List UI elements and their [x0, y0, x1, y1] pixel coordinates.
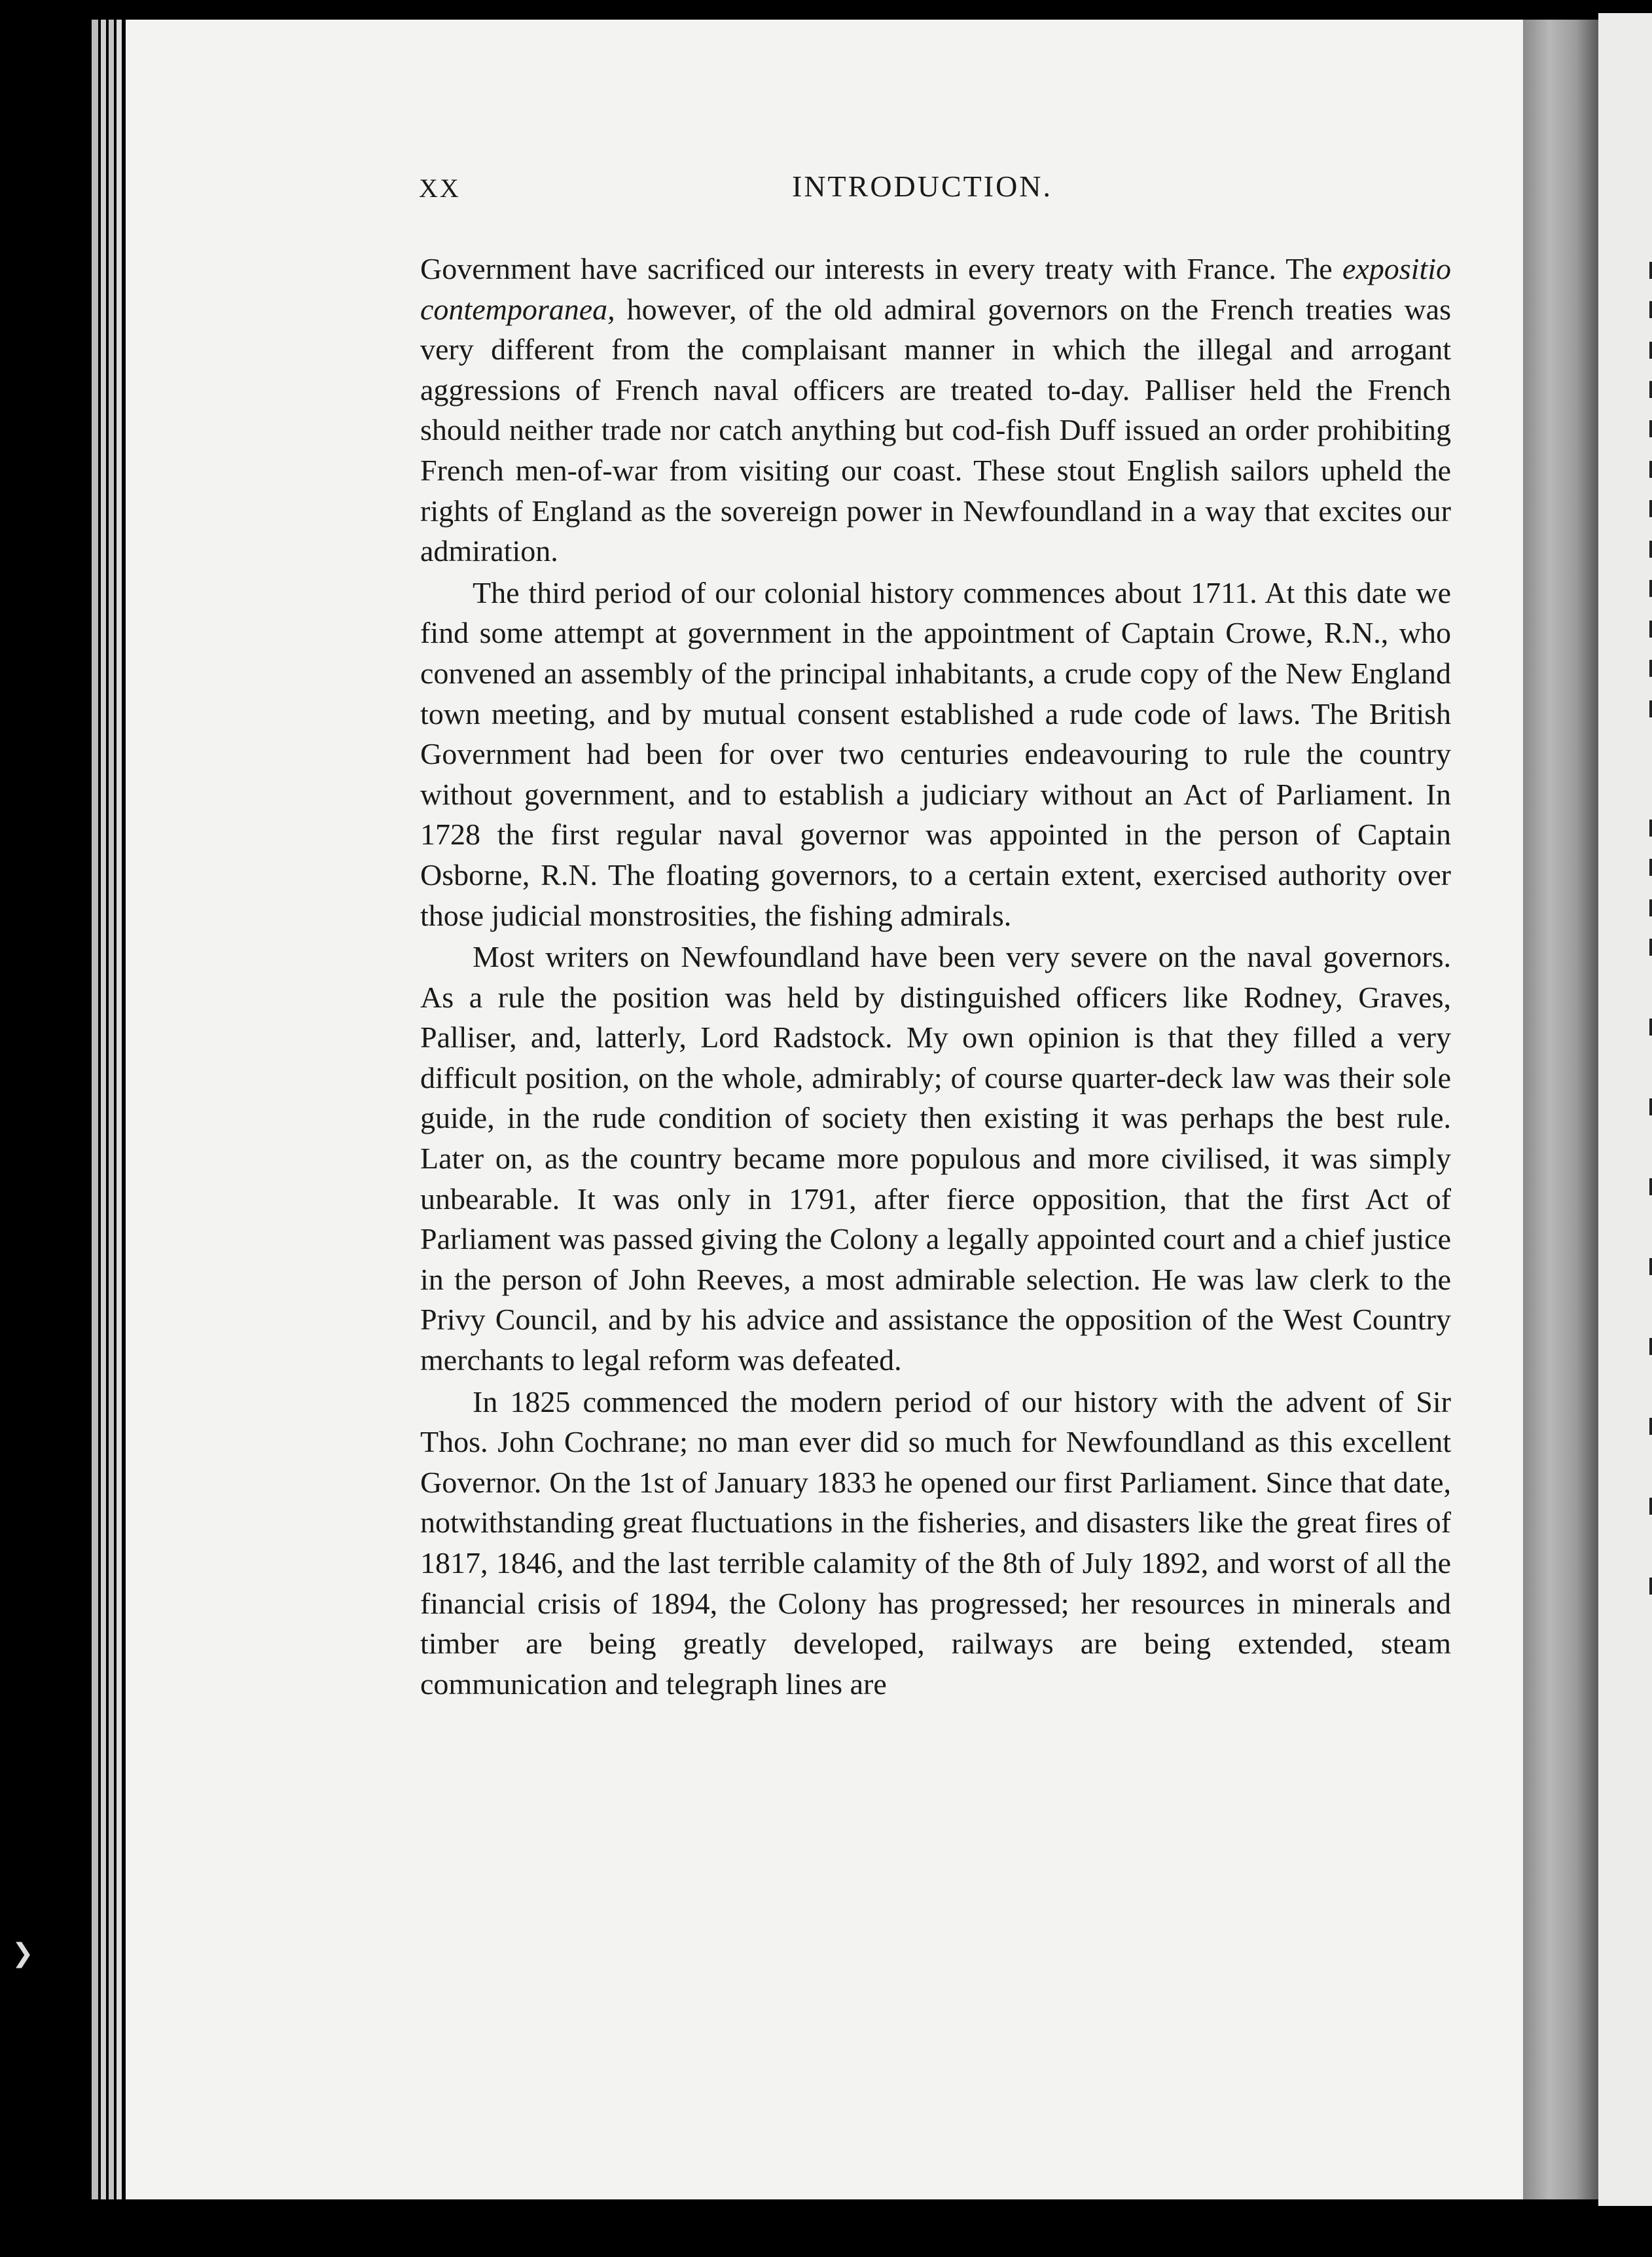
page-header: [419, 170, 1453, 219]
italic-phrase: expositio contemporanea,: [420, 252, 1451, 326]
paragraph: [420, 249, 1451, 571]
page-number: XX: [419, 173, 461, 203]
facing-page-text-fragment: [1649, 541, 1652, 558]
facing-page-text-fragment: [1649, 500, 1652, 517]
facing-page-text-fragment: [1649, 1338, 1652, 1355]
facing-page-text-fragment: [1649, 420, 1652, 437]
facing-page-text-fragment: [1649, 700, 1652, 717]
facing-page-text-fragment: [1649, 859, 1652, 876]
facing-page-text-fragment: [1649, 461, 1652, 478]
facing-page-text-fragment: [1649, 899, 1652, 916]
facing-page-edge: [1598, 13, 1652, 2206]
paragraph: Most writers on Newfoundland have been very severe on the naval governors. As a rule the position was held by distinguished officers like Rodney, Graves, Palliser, and, latterly, Lord Radstock. My own opinion is that they filled a very difficult position, on the whole, admirably; of course quarter-deck law was their sole guide, in the rude condition of society then existing it was perhaps the best rule. Later on, as the country became more populous and more civilised, it was simply unbearable. It was only in 1791, after fierce opposition, that the first Act of Parliament was passed giving the Colony a legally appointed court and a chief justice in the person of John Reeves, a most admirable selection. He was law clerk to the Privy Council, and by his advice and assistance the opposition of the West Country merchants to legal reform was defeated.: [420, 940, 1451, 1377]
facing-page-text-fragment: [1649, 660, 1652, 677]
paragraph-text: however, of the old admiral governors on the French treaties was very different from the complaisant manner in which the illegal and arrogant aggressions of French naval officers are treated to-day. Palliser held the French should neither trade nor catch anything but cod-fish Duff issued an order prohibiting French men-of-war from visiting our coast. These stout English sailors upheld the rights of England as the sovereign power in Newfoundland in a way that excites our admiration.: [420, 292, 1451, 568]
facing-page-text-fragment: [1649, 301, 1652, 318]
facing-page-text-fragment: [1649, 262, 1652, 279]
facing-page-text-fragment: [1649, 939, 1652, 956]
facing-page-text-fragment: [1649, 1578, 1652, 1595]
facing-page-text-fragment: [1649, 1098, 1652, 1115]
scan-margin-mark: ❯: [12, 1938, 34, 1968]
facing-page-text-fragment: [1649, 1178, 1652, 1195]
facing-page-text-fragment: [1649, 580, 1652, 597]
running-head: INTRODUCTION.: [792, 170, 1053, 203]
body-text: [420, 249, 1451, 1704]
facing-page-text-fragment: [1649, 381, 1652, 398]
page-edge-strip: [117, 20, 122, 2199]
facing-page-text-fragment: [1649, 1019, 1652, 1036]
book-gutter: [1523, 20, 1598, 2199]
facing-page-text-fragment: [1649, 342, 1652, 359]
page-edge-strip: [101, 20, 106, 2199]
page-edge-strip: [109, 20, 114, 2199]
paragraph: In 1825 commenced the modern period of our history with the advent of Sir Thos. John Cochrane; no man ever did so much for Newfoundland as this excellent Governor. On the 1st of January 1833 he opened our first Parliament. Since that date, notwithstanding great fluctuations in the fisheries, and disasters like the great fires of 1817, 1846, and the last terrible calamity of the 8th of July 1892, and worst of all the financial crisis of 1894, the Colony has progressed; her resources in minerals and timber are being greatly developed, railways are being extended, steam communication and telegraph lines are: [420, 1384, 1451, 1701]
facing-page-text-fragment: [1649, 1258, 1652, 1275]
paragraph: The third period of our colonial history commences about 1711. At this date we find some attempt at government in the appointment of Captain Crowe, R.N., who convened an assembly of the principal inhabitants, a crude copy of the New England town meeting, and by mutual consent established a rude code of laws. The British Government had been for over two centuries endeavouring to rule the country without government, and to establish a judiciary without an Act of Parliament. In 1728 the first regular naval governor was appointed in the person of Captain Osborne, R.N. The floating governors, to a certain extent, exercised authority over those judicial monstrosities, the fishing admirals.: [420, 575, 1451, 932]
facing-page-text-fragment: [1649, 820, 1652, 837]
facing-page-text-fragment: [1649, 1498, 1652, 1515]
facing-page-text-fragment: [1649, 1418, 1652, 1435]
paragraph-text: Government have sacrificed our interests in every treaty with France. The: [420, 252, 1342, 285]
facing-page-text-fragment: [1649, 621, 1652, 638]
page-edge-strip: [92, 20, 98, 2199]
